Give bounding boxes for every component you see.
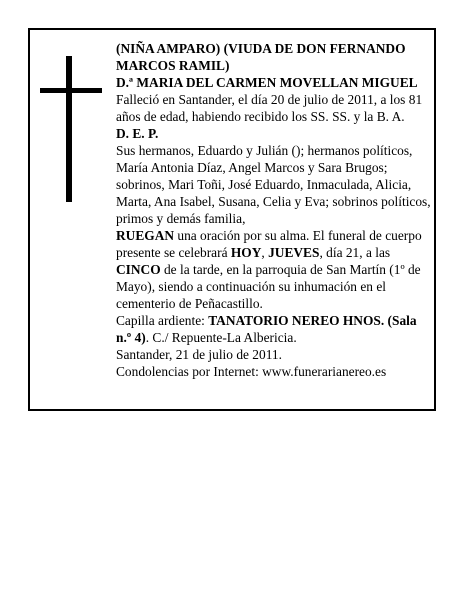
- obituary-notice: [28, 28, 436, 411]
- funeral-request: [116, 227, 432, 312]
- place-date: Santander, 21 de julio de 2011.: [116, 347, 282, 362]
- death-notice: Falleció en Santander, el día 20 de julio de 2011, a los 81 años de edad, habiendo recibido los SS. SS. y la B. A.: [116, 92, 423, 124]
- condolences-line: Condolencias por Internet: www.funerarianereo.es: [116, 364, 387, 379]
- chapel-address: . C./ Repuente-La Albericia.: [145, 330, 297, 345]
- nicknames-line: (NIÑA AMPARO) (VIUDA DE DON FERNANDO MARCOS RAMIL): [116, 41, 406, 73]
- request-text-1: una oración por su alma. El funeral de cuerpo presente se celebrará: [116, 228, 422, 260]
- cinco-word: CINCO: [116, 262, 161, 277]
- dep-line: D. E. P.: [116, 126, 159, 141]
- cross-horizontal-bar: [40, 88, 102, 93]
- request-text-4: de la tarde, en la parroquia de San Martín (1º de Mayo), siendo a continuación su inhumación en el cementerio de Peñacastillo.: [116, 262, 421, 311]
- hoy-word: HOY: [230, 245, 262, 260]
- ruegan-word: RUEGAN: [116, 228, 175, 243]
- cross-vertical-bar: [66, 56, 72, 202]
- jueves-word: JUEVES: [268, 245, 320, 260]
- chapel-name: TANATORIO NEREO HNOS.: [208, 313, 385, 328]
- chapel-info: [116, 312, 432, 346]
- chapel-label: Capilla ardiente:: [116, 313, 209, 328]
- deceased-name: D.ª MARIA DEL CARMEN MOVELLAN MIGUEL: [116, 75, 418, 90]
- chapel-room: (Sala n.º 4): [116, 313, 417, 345]
- obituary-text: [116, 40, 432, 380]
- cross-icon: [40, 56, 102, 202]
- request-text-2: ,: [261, 245, 269, 260]
- request-text-3: , día 21, a las: [319, 245, 391, 260]
- family-list: Sus hermanos, Eduardo y Julián (); hermanos políticos, María Antonia Díaz, Angel Marcos y Sara Brugos; sobrinos, Mari Toñi, José Eduardo, Inmaculada, Alicia, Marta, Ana Isabel, Susana, Celia y Eva; sobrinos políticos, primos y demás familia,: [116, 143, 431, 226]
